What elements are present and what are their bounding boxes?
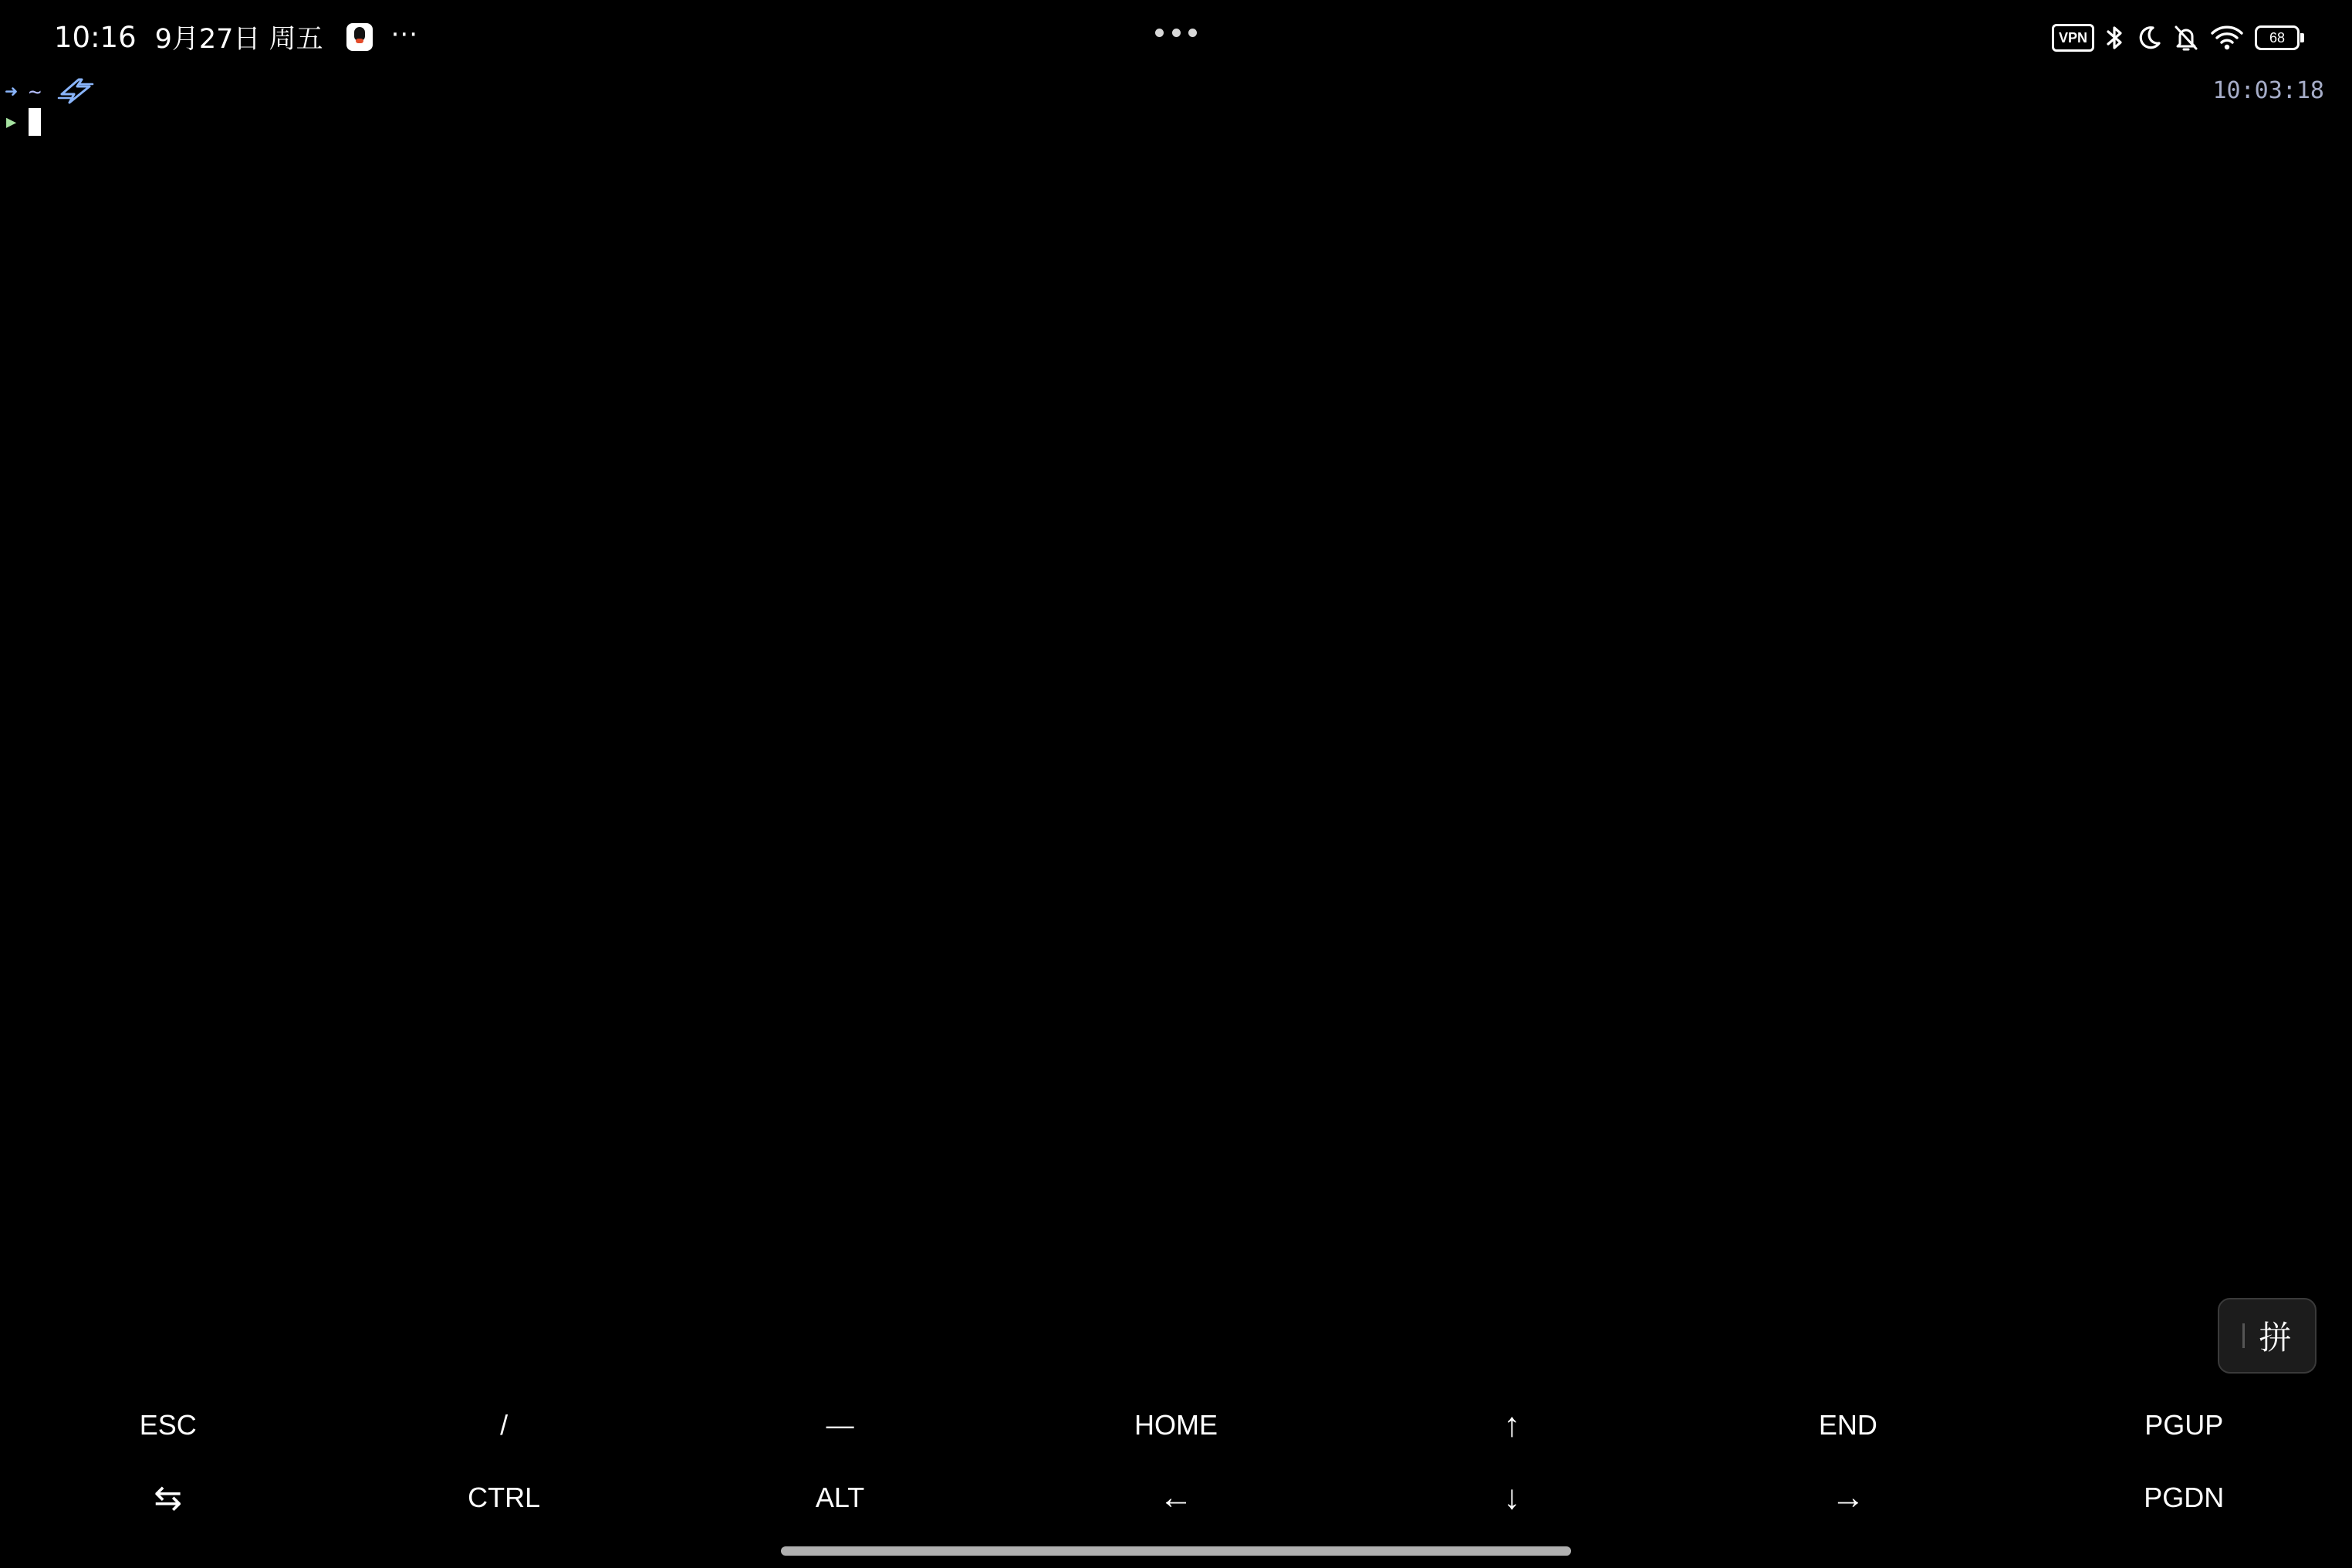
key-pgdn[interactable]: PGDN: [2144, 1482, 2225, 1513]
key-left-arrow[interactable]: ←: [1158, 1478, 1193, 1516]
key-right-arrow[interactable]: →: [1830, 1478, 1865, 1516]
home-indicator[interactable]: [781, 1546, 1571, 1556]
ime-caret-icon: [2242, 1323, 2245, 1348]
status-right: [2052, 22, 2300, 54]
extra-keys-bar: [0, 1389, 2352, 1534]
wifi-icon: [2210, 24, 2244, 52]
bluetooth-icon: [2105, 24, 2125, 52]
key-down-arrow[interactable]: ↓: [1503, 1478, 1521, 1516]
ime-label: 拼: [2259, 1319, 2292, 1357]
terminal-cursor: [29, 108, 41, 136]
vpn-icon: VPN: [2052, 24, 2094, 52]
status-bar: [0, 0, 2352, 74]
multitask-dots-icon[interactable]: [1155, 29, 1197, 38]
terminal-view[interactable]: [0, 74, 2352, 1293]
prompt-clock: 10:03:18: [2212, 77, 2324, 104]
lightning-bolt-icon: [56, 77, 96, 105]
key-up-arrow[interactable]: ↑: [1503, 1406, 1521, 1444]
battery-icon: 68: [2255, 25, 2300, 50]
key-slash[interactable]: /: [500, 1409, 509, 1441]
key-pgup[interactable]: PGUP: [2144, 1409, 2224, 1441]
key-tab[interactable]: ⇆: [154, 1478, 183, 1517]
prompt-arrow: ➜: [5, 78, 18, 104]
moon-icon: [2136, 24, 2162, 52]
prompt-symbol: ▶: [6, 112, 17, 132]
key-esc[interactable]: ESC: [139, 1409, 197, 1441]
key-alt[interactable]: ALT: [815, 1482, 865, 1513]
prompt-directory: ~: [28, 78, 42, 104]
more-notifications-icon: ···: [390, 19, 419, 50]
key-dash[interactable]: —: [826, 1409, 854, 1441]
key-home[interactable]: HOME: [1134, 1409, 1218, 1441]
key-end[interactable]: END: [1818, 1409, 1877, 1441]
prompt-line: [5, 76, 96, 106]
status-time: 10:16: [54, 20, 137, 54]
ime-toggle-button[interactable]: [2218, 1298, 2317, 1374]
status-date: 9月27日 周五: [154, 24, 323, 55]
input-line[interactable]: [6, 106, 41, 137]
key-ctrl[interactable]: CTRL: [468, 1482, 541, 1513]
bell-off-icon: [2173, 24, 2199, 52]
status-left: [54, 17, 418, 57]
qq-icon: [346, 23, 373, 51]
